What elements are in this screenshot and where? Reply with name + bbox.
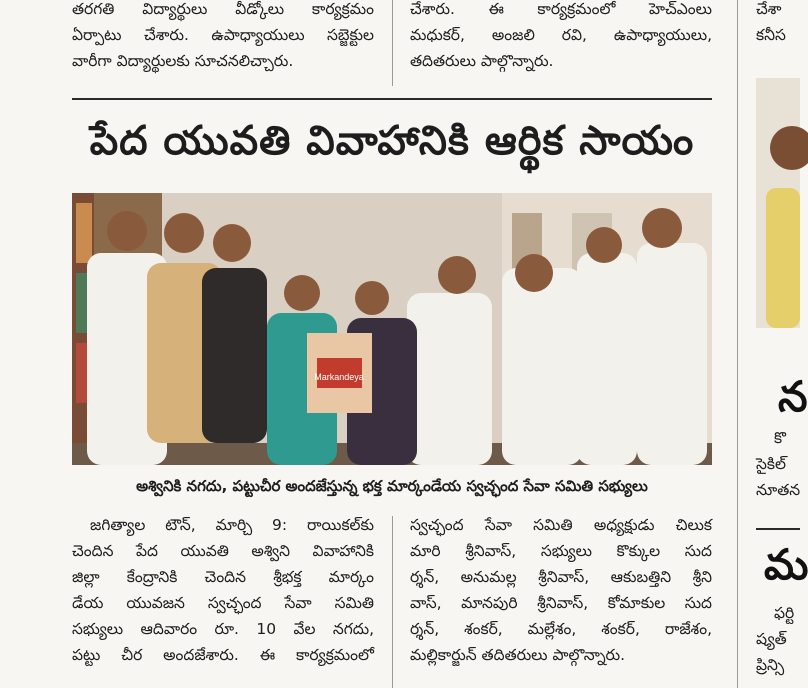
right-column-middle: [756, 425, 800, 503]
section-divider: [756, 528, 800, 530]
column-divider: [392, 516, 393, 688]
column-divider: [392, 0, 393, 86]
text-line: చెందిన పేద యువతి అశ్విని వివాహానికి: [72, 542, 374, 560]
text-line: వాస్, మానపురి శ్రీనివాస్, కోమాకుల సుద: [410, 594, 712, 612]
text-line: నూతన: [756, 481, 801, 499]
text-line: జగిత్యాల టౌన్, మార్చి 9: రాయికల్‌కు: [90, 516, 374, 534]
top-middle-column: [410, 0, 712, 74]
text-line: సైకిల్: [756, 455, 786, 473]
side-headline: మ: [764, 540, 808, 589]
text-line: డేయ యువజన స్వచ్ఛంద సేవా సమితి: [72, 594, 374, 612]
article-body-left: [72, 512, 374, 668]
text-line: తదితరులు పాల్గొన్నారు.: [410, 52, 554, 70]
right-column-bottom: [756, 600, 800, 678]
text-line: చేశా: [756, 0, 782, 18]
text-line: సభ్యులు ఆదివారం రూ. 10 వేల నగదు,: [72, 620, 374, 638]
text-line: ష్యత్‌: [756, 630, 787, 648]
text-line: స్వచ్ఛంద సేవా సమితి అధ్యక్షుడు చిలుక: [410, 516, 712, 534]
text-line: మారి శ్రీనివాస్, సభ్యులు కొక్కుల సుద: [410, 542, 712, 560]
text-line: వారీగా విద్యార్థులకు సూచనలిచ్చారు.: [72, 52, 294, 70]
text-line: ప్రిన్సి: [756, 656, 785, 674]
text-line: చేశారు. ఈ కార్యక్రమంలో హెచ్‌ఎంలు: [410, 0, 712, 18]
bag-label: Markandeya: [314, 372, 364, 382]
side-headline: న: [778, 372, 808, 421]
column-divider: [737, 0, 738, 688]
top-left-column: [72, 0, 374, 74]
side-photo: [756, 78, 800, 328]
text-line: ర్శన్, అనుమల్ల శ్రీనివాస్, ఆకుబత్తిని శ్రీని: [410, 568, 712, 586]
article-body-middle: [410, 512, 712, 668]
right-column-top: [756, 0, 800, 48]
text-line: మధుకర్, అంజలి రవి, ఉపాధ్యాయులు,: [410, 26, 712, 44]
section-divider: [72, 98, 712, 100]
text-line: జిల్లా కేంద్రానికి చెందిన శ్రీభక్త మార్కం: [72, 568, 374, 586]
text-line: ర్శన్, శంకర్, మల్లేశం, శంకర్, రాజేశం,: [410, 620, 712, 638]
text-line: ఫర్టి: [774, 604, 795, 622]
text-line: ఏర్పాటు చేశారు. ఉపాధ్యాయులు సబ్జెక్టుల: [72, 26, 374, 44]
photo-caption: అశ్వినికి నగదు, పట్టుచీర అందజేస్తున్న భక్త మార్కండేయ స్వచ్ఛంద సేవా సమితి సభ్యులు: [136, 477, 648, 495]
text-line: పట్టు చీర అందజేశారు. ఈ కార్యక్రమంలో: [72, 646, 374, 664]
text-line: కనీస: [756, 26, 786, 44]
text-line: తరగతి విద్యార్థులు వీడ్కోలు కార్యక్రమం: [72, 0, 374, 18]
text-line: మల్లికార్జున్ తదితరులు పాల్గొన్నారు.: [410, 646, 626, 664]
article-headline: పేద యువతి వివాహానికి ఆర్థిక సాయం: [89, 118, 695, 164]
text-line: కొ: [774, 429, 786, 447]
news-photo: [72, 193, 712, 465]
